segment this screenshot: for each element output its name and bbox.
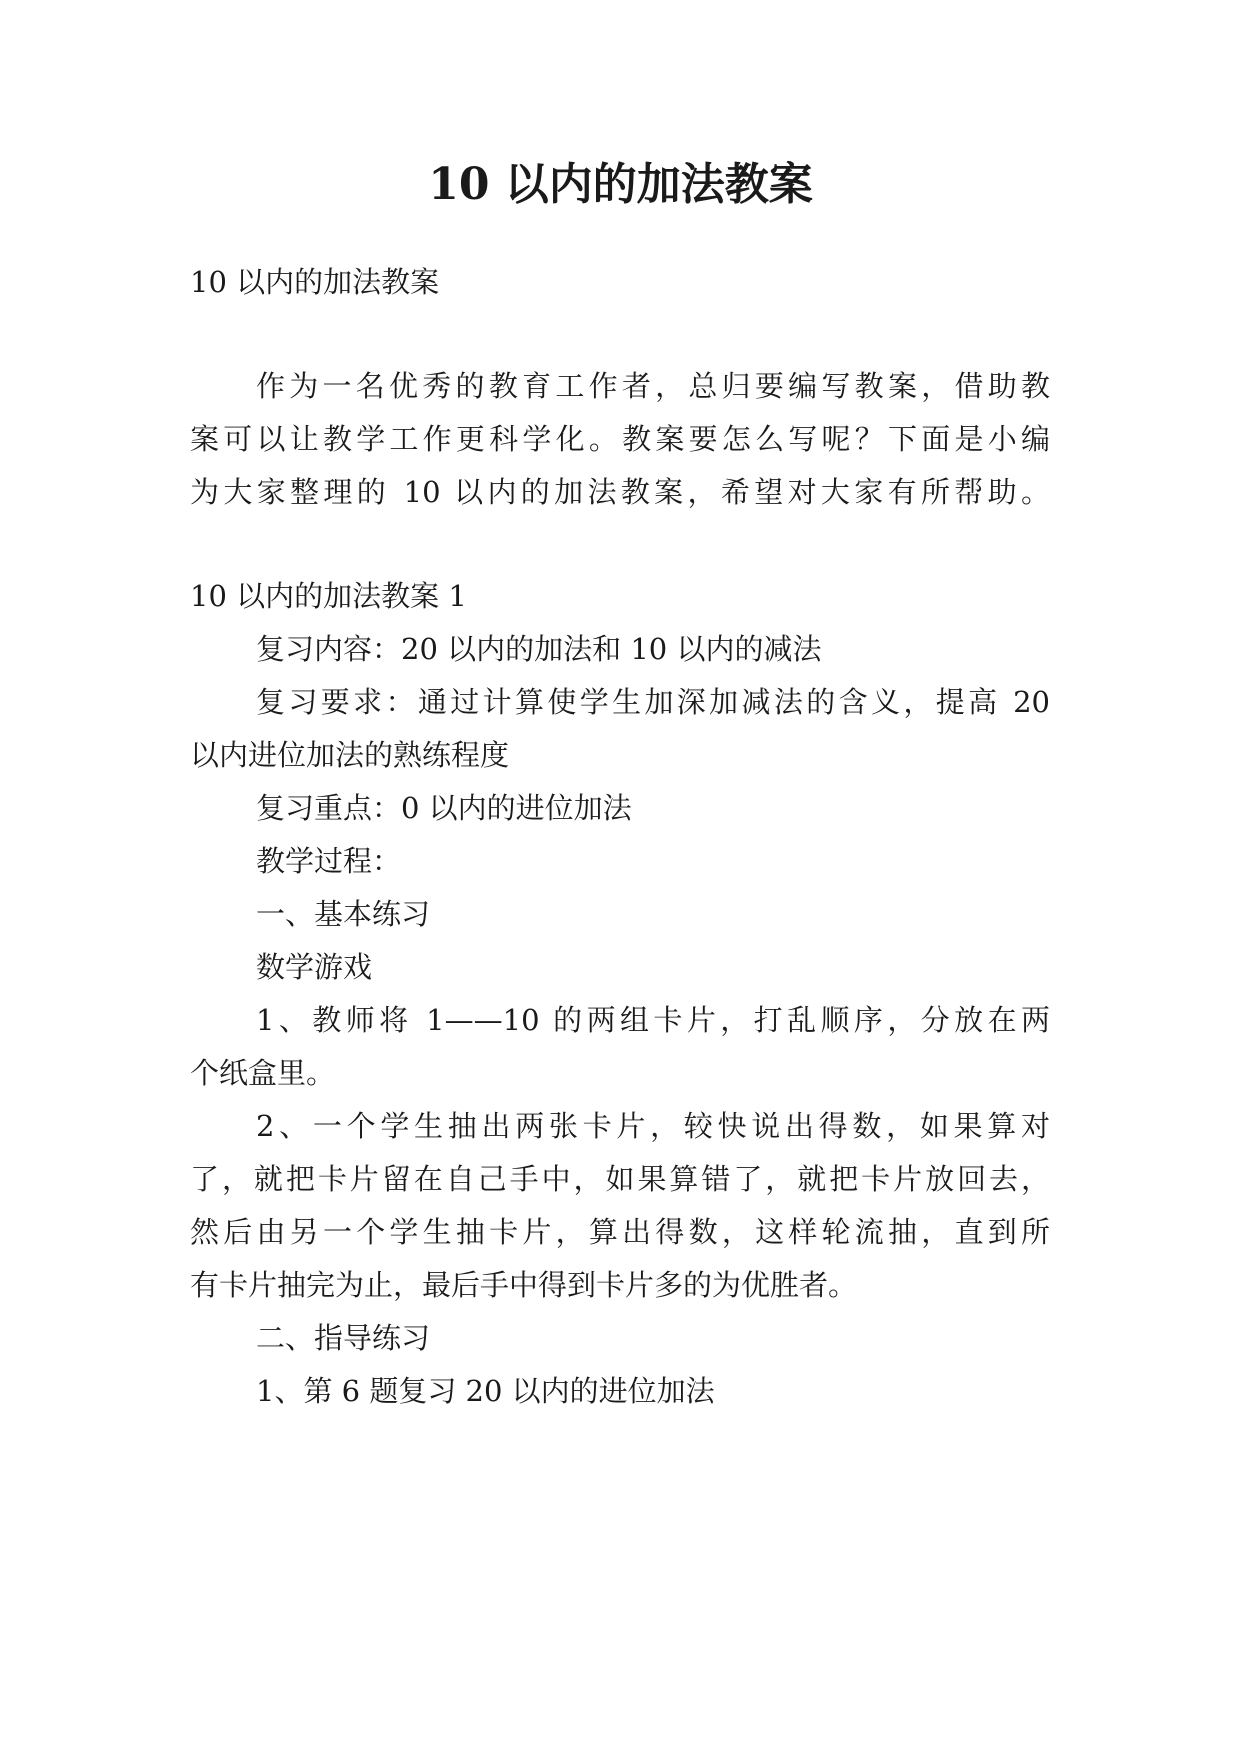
document-title: 10 以内的加法教案 [428,159,813,210]
teaching-process: 教学过程： [256,844,402,878]
step-two-line-2: 了，就把卡片留在自己手中，如果算错了，就把卡片放回去， [190,1162,1050,1196]
step-two-line-4: 有卡片抽完为止，最后手中得到卡片多的为优胜者。 [190,1268,858,1302]
review-content: 复习内容：20 以内的加法和 10 以内的减法 [256,632,822,666]
intro-line-3: 为大家整理的 10 以内的加法教案，希望对大家有所帮助。 [190,475,1050,509]
part-one-heading: 一、基本练习 [256,897,431,931]
step-two-line-3: 然后由另一个学生抽卡片，算出得数，这样轮流抽，直到所 [190,1215,1050,1249]
step-two-line-1: 2、一个学生抽出两张卡片，较快说出得数，如果算对 [256,1109,1050,1143]
intro-line-1: 作为一名优秀的教育工作者，总归要编写教案，借助教 [256,369,1050,403]
math-game-heading: 数学游戏 [256,950,373,984]
review-requirement-line-2: 以内进位加法的熟练程度 [190,738,510,772]
review-requirement-line-1: 复习要求：通过计算使学生加深加减法的含义，提高 20 [256,685,1050,719]
review-focus: 复习重点：0 以内的进位加法 [256,791,632,825]
step-one-line-2: 个纸盒里。 [190,1056,336,1090]
part-two-heading: 二、指导练习 [256,1321,431,1355]
exercise-one: 1、第 6 题复习 20 以内的进位加法 [256,1374,715,1408]
intro-line-2: 案可以让教学工作更科学化。教案要怎么写呢？下面是小编 [190,422,1050,456]
step-one-line-1: 1、教师将 1——10 的两组卡片，打乱顺序，分放在两 [256,1003,1050,1037]
document-subtitle: 10 以内的加法教案 [190,265,440,299]
section-heading: 10 以内的加法教案 1 [190,579,467,613]
